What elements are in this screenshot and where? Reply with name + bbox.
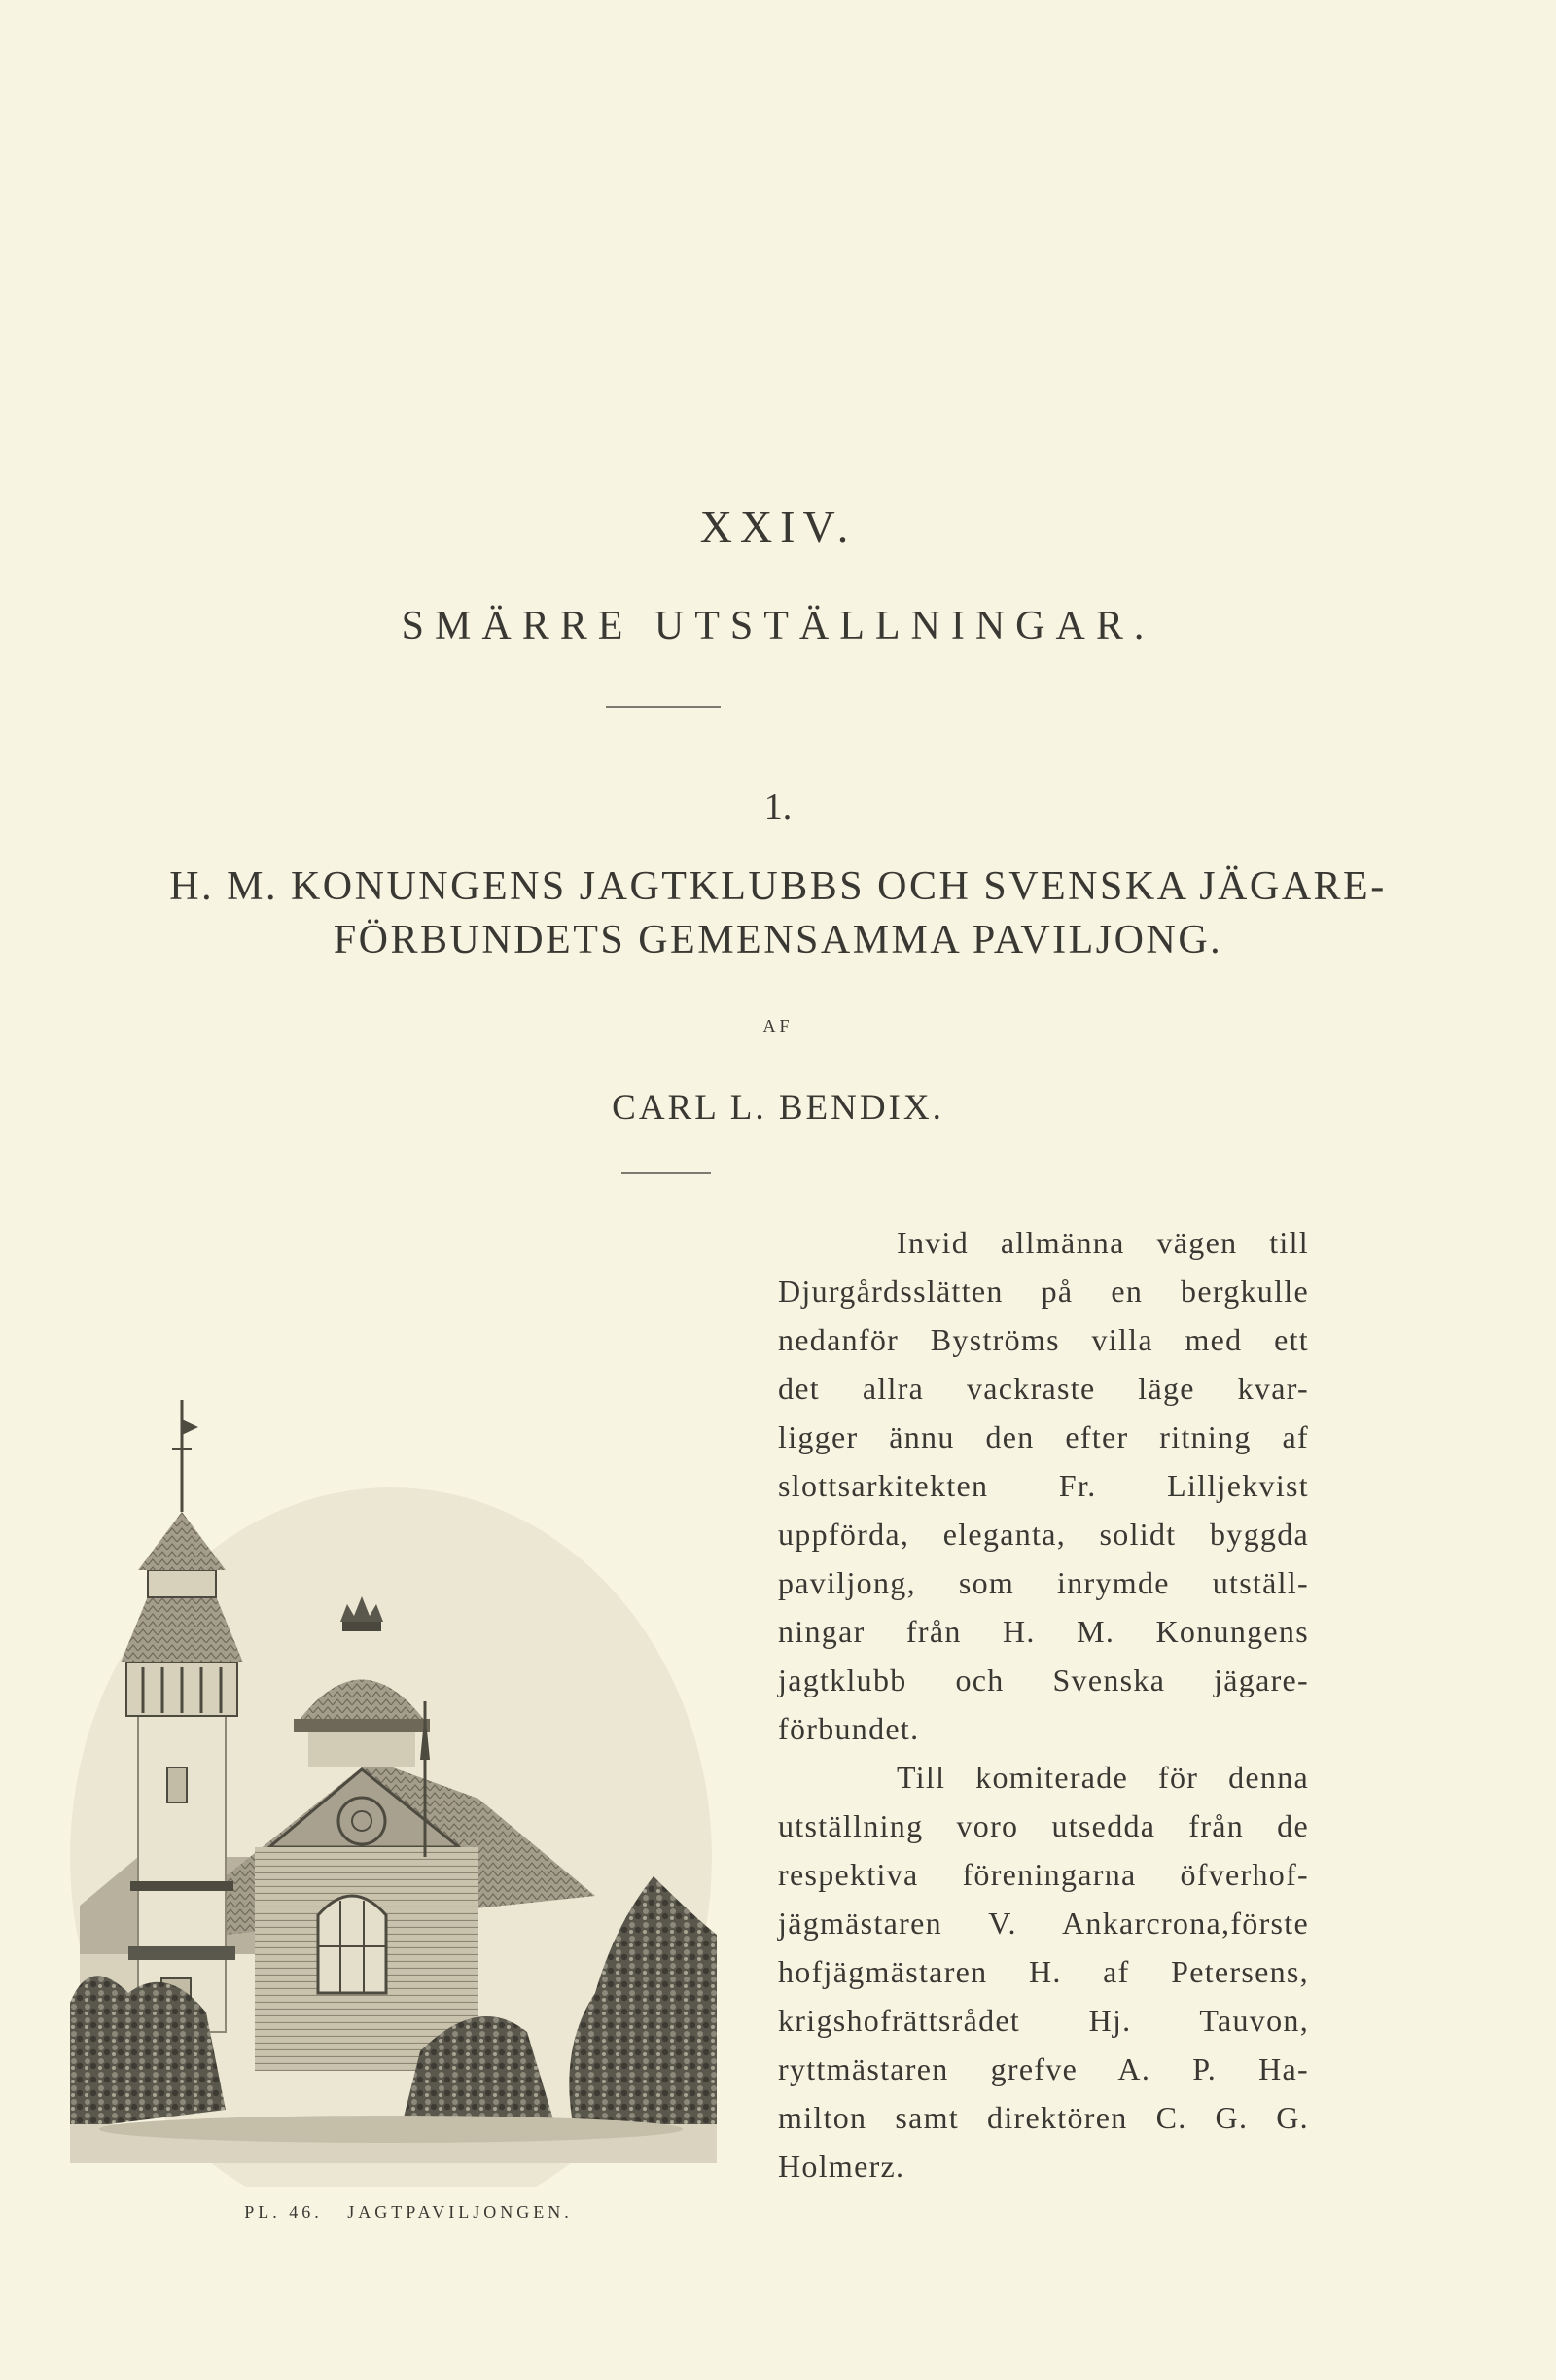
chapter-title: SMÄRRE UTSTÄLLNINGAR.: [401, 604, 1155, 648]
body-text-line: ningar från H. M. Konungens: [778, 1614, 1309, 1649]
body-text-line: hofjägmästaren H. af Petersens,: [778, 1954, 1309, 1989]
body-text-line: Djurgårdsslätten på en bergkulle: [778, 1274, 1309, 1309]
body-text-line: slottsarkitekten Fr. Lilljekvist: [778, 1468, 1309, 1503]
body-text-line: förbundet.: [778, 1711, 920, 1746]
body-text-line: milton samt direktören C. G. G.: [778, 2100, 1309, 2135]
body-text: [778, 1218, 1309, 2190]
body-text-line: paviljong, som inrymde utställ-: [778, 1565, 1309, 1600]
author-name: CARL L. BENDIX.: [612, 1088, 944, 1128]
body-text-line: Holmerz.: [778, 2149, 905, 2184]
body-text-line: det allra vackraste läge kvar-: [778, 1371, 1309, 1406]
plate-caption: PL. 46. JAGTPAVILJONGEN.: [244, 2202, 573, 2222]
body-text-line: Invid allmänna vägen till: [897, 1225, 1309, 1260]
section-heading: [0, 860, 1556, 967]
body-text-line: uppförda, eleganta, solidt byggda: [778, 1517, 1309, 1552]
section-heading-line: FÖRBUNDETS GEMENSAMMA PAVILJONG.: [333, 918, 1223, 962]
body-text-line: respektiva föreningarna öfverhof-: [778, 1857, 1309, 1892]
body-text-line: Till komiterade för denna: [897, 1760, 1309, 1795]
body-text-line: nedanför Byströms villa med ett: [778, 1322, 1309, 1357]
body-text-line: ryttmästaren grefve A. P. Ha-: [778, 2051, 1309, 2086]
body-text-line: utställning voro utsedda från de: [778, 1808, 1309, 1843]
body-text-line: jägmästaren V. Ankarcrona,förste: [778, 1906, 1309, 1941]
chapter-numeral: XXIV.: [699, 502, 857, 551]
af-label: AF: [762, 1016, 794, 1035]
pavilion-illustration: [70, 1254, 717, 2188]
divider-rule: [621, 1172, 711, 1174]
divider-rule: [606, 706, 721, 708]
section-heading-line: H. M. KONUNGENS JAGTKLUBBS OCH SVENSKA JÄGARE-: [169, 864, 1387, 909]
body-text-line: ligger ännu den efter ritning af: [778, 1419, 1309, 1454]
body-text-line: krigshofrättsrådet Hj. Tauvon,: [778, 2003, 1309, 2038]
body-text-line: jagtklubb och Svenska jägare-: [778, 1662, 1309, 1698]
section-number: 1.: [763, 787, 793, 827]
